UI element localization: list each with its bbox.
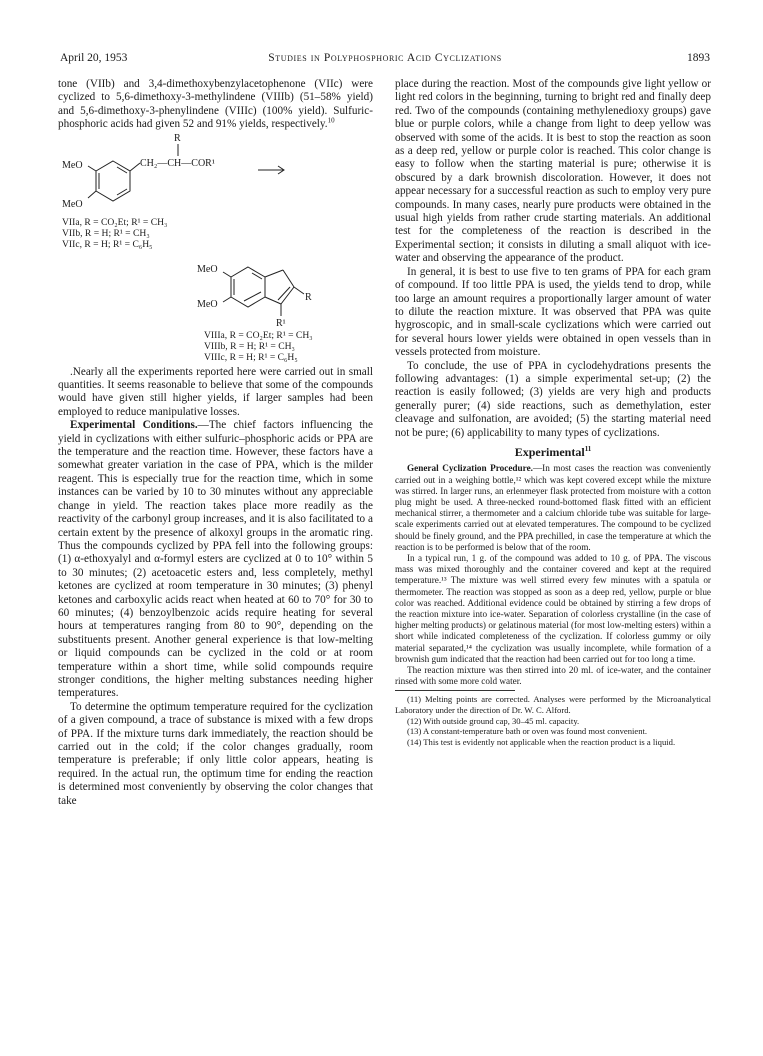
label-viib: VIIb, R = H; R¹ = CH₃ — [62, 227, 150, 239]
general-procedure-heading: General Cyclization Procedure. — [407, 463, 533, 474]
header-page-number: 1893 — [687, 52, 710, 64]
conditions-heading: Experimental Conditions. — [70, 419, 198, 432]
intro-paragraph: tone (VIIb) and 3,4-dimethoxybenzylacetophenone (VIIc) were cyclized to 5,6-dimethoxy-3-methylindene (VIIIb) (51–58% yield) and 5,6-dimethoxy-3-phenylindene (VIIIc) (100% yield). Sulfuric-phosphoric acids had given 52 and 91% yields, respectively.$^{10}$ — [58, 78, 373, 131]
place-paragraph: place during the reaction. Most of the compounds give light yellow or light red colors in the beginning, turning to bright red and finally deep red. Two of the compounds (containing methylenedioxy groups) gave blue or purple colors, while a change from light to deep yellow was observed with some of the acids. It is best to stop the reaction as soon as a deep red, yellow or purple color is reached. This color change is easy to follow when the starting material is pure; otherwise it is obscured by a dark brownish discoloration. However, it does not appear necessary for a successful reaction as such to employ very pure compounds. In many cases, nearly pure products were obtained in the usual high yields from rather crude starting materials. An additional test for the completeness of the reaction is described in the Experimental section; it consists in diluting a small aliquot with ice-water and observing the appearance of the product. — [395, 78, 711, 265]
scheme-meo-2: MeO — [62, 198, 83, 210]
footnote-14: (14) This test is evidently not applicable when the reaction product is a liquid. — [407, 736, 676, 747]
footnote-rule — [395, 690, 515, 691]
left-column — [58, 78, 373, 808]
label-viic: VIIc, R = H; R¹ = C₆H₅ — [62, 238, 153, 250]
vii-labels — [62, 217, 167, 250]
scheme-r-top: R — [174, 132, 181, 144]
scheme-side-chain: CH₂—CH—COR¹ — [140, 157, 215, 169]
conditions-paragraph: Experimental Conditions.—The chief factors influencing the yield in cyclizations with either sulfuric–phosphoric acids or PPA are the temperature and the reaction time. However, these factors have a somewhat greater variation in the case of PPA, which is the milder reagent. This is especially true for the reaction time, which in some instances can be varied by 10 to 30 minutes without any appreciable change in yield. The reaction takes place more readily as the reactivity of the carbonyl group increases, and it is also facilitated to a certain extent by the presence of alkoxyl groups in the aromatic ring. Thus the compounds cyclized by PPA fell into the following groups: (1) α-ethoxyalyl and α-formyl esters are cyclized at 0 to 10° within 5 to 30 minutes; (2) acetoacetic esters and, less completely, methyl ketones are cyclized at room temperature in 30 minutes; (3) phenyl ketones and carboxylic acids react when heated at 60 to 70° for 30 to 60 minutes; (4) benzoylbenzoic acids require heating for several hours at temperatures ranging from 80 to 90°, depending on the substituents present. Another general experience is that low-melting or liquid compounds can be cyclized in the cold or at room temperature within a short time, while solid compounds require stronger conditions, the higher melting substances needing higher temperatures. — [58, 419, 373, 700]
footnote-11: (11) Melting points are corrected. Analyses were performed by the Microanalytical Laboratory under the direction of Dr. W. C. Alford. — [395, 694, 711, 716]
label-viiib: VIIIb, R = H; R¹ = CH₃ — [204, 340, 295, 352]
label-viiia: VIIIa, R = CO₂Et; R¹ = CH₃ — [204, 329, 313, 341]
scheme-meo-3: MeO — [197, 263, 218, 275]
viii-labels — [204, 330, 313, 363]
nearly-paragraph: .Nearly all the experiments reported here were carried out in small quantities. It seems reasonable to believe that some of the compounds would have given still higher yields, if larger samples had been employed to reduce manipulative losses. — [58, 365, 373, 418]
general-procedure-paragraph: General Cyclization Procedure.—In most cases the reaction was conveniently carried out in a weighing bottle,¹² which was kept covered except while the mixture was stirred. In larger runs, an erlenmeyer flask protected from moisture with a cotton plug might be used. A three-necked round-bottomed flask fitted with an efficient mechanical stirrer, a thermometer and a calcium chloride tube was suitable for large-scale experiments carried out at elevated temperatures. The compound to be cyclized should be finely ground, and the PPA prechilled, in case the temperature at which the reaction is to be performed is below that of the room. — [395, 463, 711, 552]
scheme-meo-4: MeO — [197, 298, 218, 310]
conclude-paragraph: To conclude, the use of PPA in cyclodehydrations presents the following advantages: (1) a simple experimental set-up; (2) the reaction is easily followed; (3) yields are very high and products generally purer; (4) side reactions, such as demethylation, ester cleavage and sulfonation, are avoided; (5) the starting material need not be pure; (6) applicability to many types of cyclizations. — [395, 359, 711, 439]
footnote-13: (13) A constant-temperature bath or oven was found most convenient. — [407, 726, 648, 737]
right-column — [395, 78, 711, 747]
header-title: Studies in Polyphosphoric Acid Cyclizations — [268, 52, 502, 64]
general-paragraph: In general, it is best to use five to ten grams of PPA for each gram of compound. If too little PPA is used, the yields tend to drop, while too large an amount requires a proportionally larger amount of water to dilute the reaction mixture. It was observed that PPA was quite hygroscopic, and in small-scale cyclizations which were carried out for several hours lower yields were obtained in open vessels than in vessels protected from moisture. — [395, 265, 711, 359]
determine-paragraph: To determine the optimum temperature required for the cyclization of a given compound, a trace of substance is mixed with a few drops of PPA. If the mixture turns dark immediately, the reaction should be carried out in the cold; if the color changes gradually, room temperature is preferable; if only little color appears, heating is required. In the actual run, the optimum time for ending the reaction is determined most conveniently by observing the color changes that take — [58, 700, 373, 807]
label-viia: VIIa, R = CO₂Et; R¹ = CH₃ — [62, 216, 168, 228]
reaction-scheme — [58, 132, 373, 420]
scheme-r1-bottom: R¹ — [276, 317, 286, 329]
scheme-meo-1: MeO — [62, 159, 83, 171]
header-date: April 20, 1953 — [60, 52, 128, 64]
scheme-r-right: R — [305, 291, 312, 303]
experimental-heading: Experimental$^{11}$ — [514, 444, 592, 459]
running-header — [60, 52, 710, 66]
typical-run-paragraph: In a typical run, 1 g. of the compound was added to 10 g. of PPA. The viscous mass was mixed thoroughly and the container covered and kept at the required temperature.¹³ The mixture was well stirred every few minutes with a spatula or thermometer. The reaction was stopped as soon as a deep red, yellow, purple or blue color was reached. Additional evidence could be obtained by stirring a few drops of the reaction mixture into ice-water. Separation of colorless crystalline (in the case of higher melting products) or gelatinous material (for most low-melting esters) within a short while indicated completeness of the cyclization. If colorless gummy or oily material separated,¹⁴ the cyclization was usually incomplete, while formation of a brownish gum indicated that the reaction had been carried out for too long a time. — [395, 553, 711, 664]
label-viiic: VIIIc, R = H; R¹ = C₆H₅ — [204, 351, 298, 363]
footnote-12: (12) With outside ground cap, 30–45 ml. capacity. — [407, 715, 580, 726]
stirred-paragraph: The reaction mixture was then stirred into 20 ml. of ice-water, and the container rinsed with some more cold water. — [395, 665, 711, 687]
